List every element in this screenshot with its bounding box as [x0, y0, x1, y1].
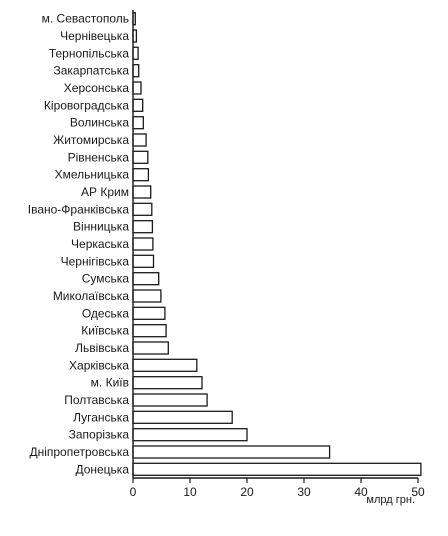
category-label: Хмельницька — [54, 167, 129, 182]
bar — [133, 238, 153, 250]
bar — [133, 255, 154, 267]
bar — [133, 47, 138, 59]
category-label: Вінницька — [73, 219, 129, 234]
bar — [133, 65, 139, 77]
x-tick-label: 40 — [354, 485, 368, 499]
category-label: Кіровоградська — [43, 98, 129, 113]
category-label: Харківська — [69, 358, 129, 373]
category-label: Львівська — [75, 341, 129, 355]
bar — [133, 117, 143, 129]
bar — [133, 151, 148, 163]
category-label: Житомирська — [53, 133, 129, 147]
category-label: Донецька — [75, 462, 129, 477]
x-tick-label: 50 — [411, 485, 425, 499]
category-label: Луганська — [73, 410, 129, 425]
category-label: Івано-Франківська — [27, 202, 129, 217]
bar — [133, 273, 159, 285]
category-label: Черкаська — [71, 237, 129, 251]
x-tick-label: 20 — [240, 485, 254, 499]
bar — [133, 394, 207, 406]
bar — [133, 203, 152, 215]
category-label: Одеська — [81, 306, 129, 321]
bar — [133, 82, 141, 94]
bar — [133, 463, 421, 475]
bar — [133, 429, 247, 441]
bar — [133, 307, 165, 319]
bar — [133, 221, 152, 233]
bar — [133, 325, 166, 337]
bar — [133, 377, 202, 389]
category-label: Херсонська — [63, 81, 129, 95]
bar — [133, 134, 146, 146]
x-tick-label: 30 — [297, 485, 311, 499]
bar — [133, 290, 161, 302]
bar — [133, 359, 197, 371]
x-tick-label: 0 — [129, 485, 137, 499]
category-label: Закарпатська — [53, 63, 129, 78]
category-label: Сумська — [81, 271, 129, 286]
category-labels — [28, 12, 130, 477]
category-label: Миколаївська — [52, 289, 129, 303]
category-label: Запорізька — [68, 427, 129, 442]
x-tick-label: 10 — [183, 485, 197, 499]
category-label: Київська — [81, 323, 129, 338]
category-label: Чернігівська — [60, 254, 129, 269]
bar — [133, 342, 168, 354]
category-label: Чернівецька — [60, 29, 129, 43]
bar — [133, 186, 151, 198]
category-label: м. Севастополь — [41, 11, 129, 26]
category-label: Рівненська — [67, 150, 129, 165]
bar — [133, 411, 232, 423]
bars-layer — [133, 13, 421, 476]
category-label: Дніпропетровська — [29, 445, 129, 459]
bar — [133, 446, 330, 458]
x-axis — [130, 10, 425, 499]
bar — [133, 99, 143, 111]
category-label: Тернопільська — [48, 46, 129, 61]
x-axis-label: млрд грн. — [366, 494, 415, 506]
category-label: Волинська — [69, 115, 129, 130]
category-label: Полтавська — [64, 393, 129, 407]
category-label: м. Київ — [90, 375, 129, 390]
category-label: АР Крим — [81, 185, 129, 199]
bar — [133, 169, 148, 181]
